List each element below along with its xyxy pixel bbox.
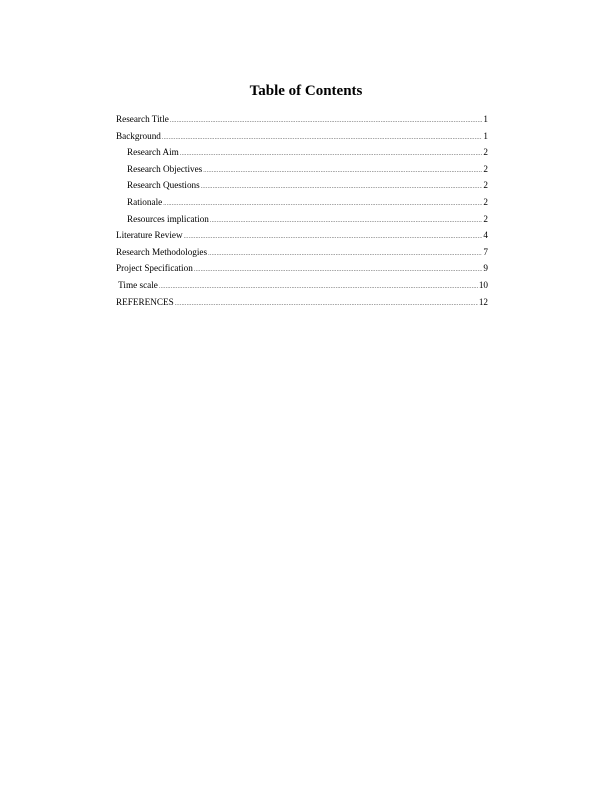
dot-leader — [163, 196, 482, 213]
toc-entry-label: Rationale — [127, 196, 163, 207]
toc-entry-label: Resources implication — [127, 213, 209, 224]
toc-entry-research-methodologies[interactable] — [116, 244, 488, 261]
toc-entry-page-number: 2 — [483, 180, 488, 191]
toc-list — [116, 111, 488, 310]
dot-leader — [180, 146, 483, 163]
toc-entry-research-aim[interactable] — [116, 144, 488, 161]
toc-entry-label: Background — [116, 130, 161, 141]
toc-entry-page-number: 1 — [483, 114, 488, 124]
toc-entry-references[interactable] — [116, 294, 488, 311]
toc-entry-label: Research Objectives — [127, 163, 203, 174]
toc-title: Table of Contents — [249, 83, 363, 99]
toc-entry-page-number: 9 — [483, 263, 488, 274]
toc-entry-label: REFERENCES — [116, 296, 174, 307]
toc-entry-rationale[interactable] — [116, 194, 488, 211]
dot-leader — [208, 246, 482, 263]
toc-entry-research-questions[interactable] — [116, 177, 488, 194]
dot-leader — [184, 229, 483, 246]
toc-entry-research-title[interactable] — [116, 111, 488, 128]
dot-leader — [175, 296, 478, 313]
toc-entry-page-number: 2 — [483, 163, 488, 174]
dot-leader — [203, 163, 482, 180]
toc-entry-time-scale[interactable] — [116, 277, 488, 294]
dot-leader — [194, 262, 483, 279]
toc-entry-label: Research Title — [116, 114, 169, 124]
toc-entry-page-number: 2 — [483, 147, 488, 158]
toc-entry-project-specification[interactable] — [116, 260, 488, 277]
toc-entry-literature-review[interactable] — [116, 227, 488, 244]
dot-leader — [162, 130, 483, 147]
toc-entry-page-number: 2 — [483, 213, 488, 224]
dot-leader — [170, 113, 483, 130]
toc-entry-label: Research Questions — [127, 180, 200, 191]
toc-entry-resources-implication[interactable] — [116, 211, 488, 228]
dot-leader — [210, 213, 483, 230]
toc-entry-page-number: 7 — [483, 246, 488, 257]
toc-entry-label: Project Specification — [116, 263, 193, 274]
toc-entry-label: Research Aim — [127, 147, 179, 158]
toc-entry-label: Time scale — [116, 279, 158, 290]
toc-entry-page-number: 10 — [478, 279, 488, 290]
toc-entry-research-objectives[interactable] — [116, 161, 488, 178]
toc-entry-page-number: 4 — [483, 230, 488, 241]
toc-entry-page-number: 1 — [483, 130, 488, 141]
toc-entry-label: Literature Review — [116, 230, 183, 241]
toc-entry-page-number: 2 — [483, 196, 488, 207]
dot-leader — [159, 279, 478, 296]
dot-leader — [201, 179, 483, 196]
toc-entry-background[interactable] — [116, 128, 488, 145]
toc-entry-page-number: 12 — [478, 296, 488, 307]
toc-entry-label: Research Methodologies — [116, 246, 208, 257]
